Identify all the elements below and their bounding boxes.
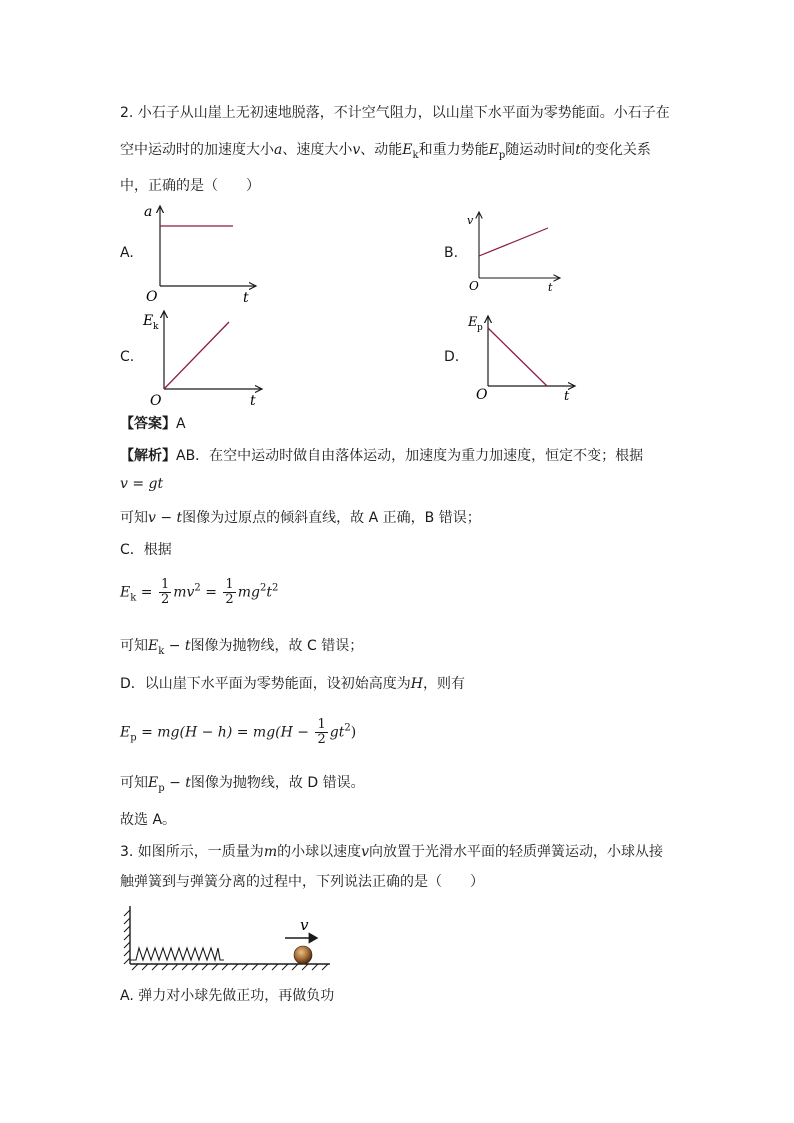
origin-label: O xyxy=(476,387,488,403)
graph-c xyxy=(140,305,265,410)
x-axis-label: t xyxy=(548,281,553,294)
analysis-c-heading: C．根据 xyxy=(120,542,172,558)
answer-tag: 【答案】 xyxy=(120,416,176,432)
graph-a xyxy=(140,200,260,305)
y-axis-label: a xyxy=(144,204,153,220)
q2-line3: 中，正确的是（ ） xyxy=(120,178,260,194)
floor-hatching xyxy=(132,964,328,970)
origin-label: O xyxy=(150,393,162,409)
option-d-label: D. xyxy=(444,349,460,365)
answer-value: A xyxy=(176,416,186,432)
origin-label: O xyxy=(146,289,158,305)
graph-d xyxy=(462,310,577,405)
conclusion: 故选 A。 xyxy=(120,812,177,828)
y-axis-label-sub: p xyxy=(477,323,483,333)
x-axis-label: t xyxy=(250,393,256,409)
equation-ep: $E_p = mg(H - h) = mg(H$ − $\frac{1}{2}$ $gt^2$) xyxy=(120,717,357,747)
q2-line2: 空中运动时的加速度大小a、速度大小v、动能$E_k$和重力势能$E_p$随运动时间t的变化关系 xyxy=(120,142,651,161)
q3-line2: 触弹簧到与弹簧分离的过程中，下列说法正确的是（ ） xyxy=(120,874,484,890)
graph-b xyxy=(462,208,562,296)
origin-label: O xyxy=(469,279,479,293)
analysis-d-conclusion: 可知$E_p - t$图像为抛物线，故 D 错误。 xyxy=(120,775,365,794)
analysis-c-conclusion: 可知$E_k - t$图像为抛物线，故 C 错误； xyxy=(120,638,364,657)
analysis-line1: 【解析】AB．在空中运动时做自由落体运动，加速度为重力加速度，恒定不变；根据 xyxy=(120,448,644,464)
y-axis-label: E xyxy=(468,315,478,330)
velocity-label: v xyxy=(300,916,309,934)
q3-option-a: A. 弹力对小球先做正功，再做负功 xyxy=(120,988,335,1004)
spring xyxy=(130,948,224,960)
y-axis-label: E xyxy=(143,313,154,329)
ball xyxy=(294,946,312,964)
option-b-label: B. xyxy=(444,245,459,261)
y-axis-label-sub: k xyxy=(153,322,159,332)
equation-ek: $E_k$ = $\frac{1}{2}$ $mv^2$ = $\frac{1}{2}$ $mg^2t^2$ xyxy=(120,577,279,607)
analysis-line2: 可知v − t图像为过原点的倾斜直线，故 A 正确，B 错误； xyxy=(120,510,481,526)
y-axis-label: v xyxy=(467,214,474,227)
spring-ball-figure xyxy=(120,902,335,972)
wall-hatching xyxy=(124,910,130,964)
answer-line xyxy=(120,414,186,434)
q2-line1: 2. 小石子从山崖上无初速地脱落，不计空气阻力，以山崖下水平面为零势能面。小石子在 xyxy=(120,105,670,121)
option-c-label: C. xyxy=(120,349,135,365)
analysis-d-heading: D．以山崖下水平面为零势能面，设初始高度为H，则有 xyxy=(120,676,465,692)
equation-v-gt: v = gt xyxy=(120,476,164,492)
graph-line xyxy=(479,228,548,256)
option-a-label: A. xyxy=(120,245,134,261)
graph-line xyxy=(164,322,229,389)
q3-line1: 3. 如图所示，一质量为m的小球以速度v向放置于光滑水平面的轻质弹簧运动，小球从接 xyxy=(120,844,664,860)
graph-line xyxy=(488,328,547,386)
analysis-tag: 【解析】 xyxy=(120,448,176,464)
x-axis-label: t xyxy=(564,389,570,404)
x-axis-label: t xyxy=(243,290,249,305)
